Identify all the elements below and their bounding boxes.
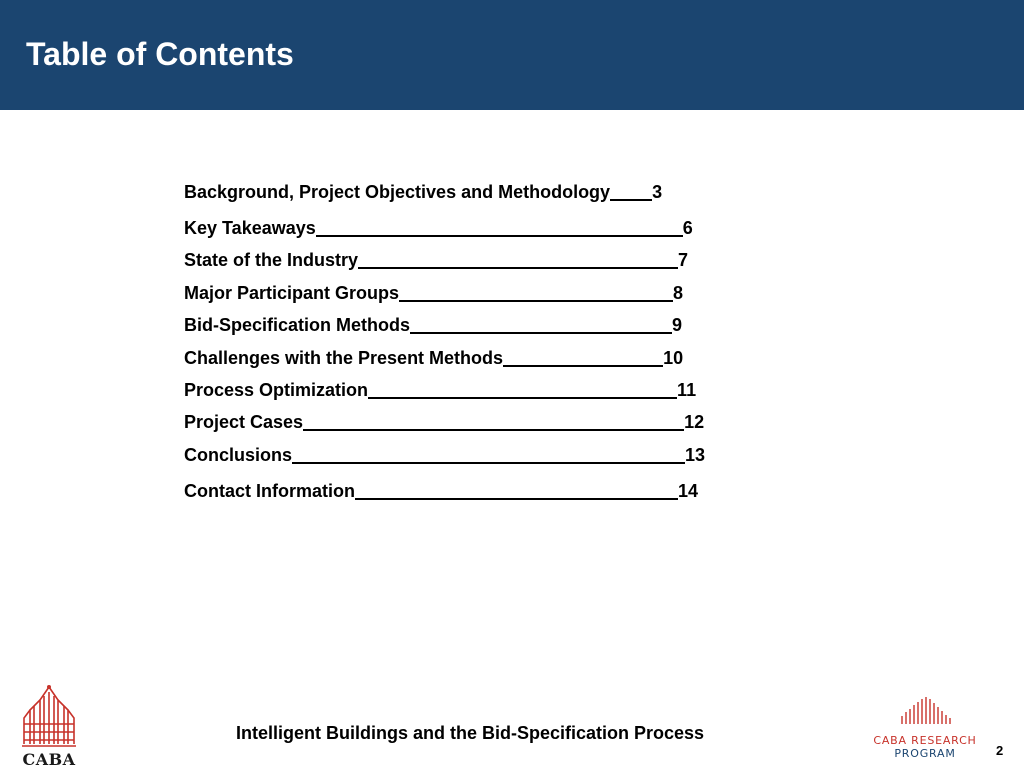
- toc-entry[interactable]: [184, 478, 698, 502]
- toc-entry-leader: [410, 315, 672, 334]
- header-bar: [0, 0, 1024, 110]
- toc-entry[interactable]: [184, 377, 696, 401]
- caba-logo: [18, 684, 80, 768]
- toc-entry-label: Major Participant Groups: [184, 283, 400, 303]
- toc-entry-leader: [316, 218, 683, 237]
- toc-entry[interactable]: [184, 280, 683, 304]
- research-logo-line1: CABA RESEARCH: [873, 734, 977, 747]
- toc-entry-label: Key Takeaways: [184, 218, 316, 238]
- caba-building-icon: [18, 684, 80, 750]
- toc-entry-page: 10: [663, 348, 684, 368]
- toc-entry-page: 14: [678, 481, 699, 501]
- toc-entry-leader: [292, 445, 685, 464]
- toc-entry-leader: [355, 481, 678, 500]
- toc-entry-label: Process Optimization: [184, 380, 369, 400]
- toc-entry[interactable]: [184, 179, 662, 203]
- toc-entry-leader: [610, 182, 652, 201]
- page-number: 2: [996, 743, 1004, 758]
- toc-entry-leader: [399, 283, 673, 302]
- toc-entry[interactable]: [184, 345, 683, 369]
- sound-wave-icon: [872, 694, 978, 730]
- toc-entry[interactable]: [184, 247, 688, 271]
- toc-entry-label: Challenges with the Present Methods: [184, 348, 504, 368]
- toc-entry-leader: [368, 380, 677, 399]
- toc-entry[interactable]: [184, 442, 705, 466]
- toc-entry-page: 13: [685, 445, 706, 465]
- toc-entry-label: Conclusions: [184, 445, 293, 465]
- caba-logo-text: CABA: [22, 750, 76, 769]
- toc-entry-page: 7: [678, 250, 689, 270]
- toc-entry-page: 6: [682, 218, 693, 238]
- toc-entry-label: Background, Project Objectives and Methodology: [184, 182, 611, 202]
- toc-entry-leader: [503, 348, 663, 367]
- toc-entry-label: Project Cases: [184, 412, 304, 432]
- research-logo: [872, 694, 978, 764]
- toc-entry-page: 9: [672, 315, 683, 335]
- toc-entry[interactable]: [184, 215, 693, 239]
- toc-entry-page: 11: [677, 380, 697, 400]
- toc-entry-label: Bid-Specification Methods: [184, 315, 411, 335]
- research-logo-line2: PROGRAM: [894, 747, 956, 760]
- toc-entry[interactable]: [184, 312, 682, 336]
- toc-entry-page: 12: [684, 412, 705, 432]
- toc-entry[interactable]: [184, 409, 704, 433]
- toc-entry-leader: [303, 412, 684, 431]
- toc-entry-label: State of the Industry: [184, 250, 359, 270]
- toc-entry-page: 8: [673, 283, 684, 303]
- page-title: Table of Contents: [26, 36, 294, 72]
- toc-entry-page: 3: [652, 182, 663, 202]
- footer-title: Intelligent Buildings and the Bid-Specification Process: [236, 723, 705, 743]
- toc-entry-leader: [358, 250, 678, 269]
- toc-entry-label: Contact Information: [184, 481, 355, 501]
